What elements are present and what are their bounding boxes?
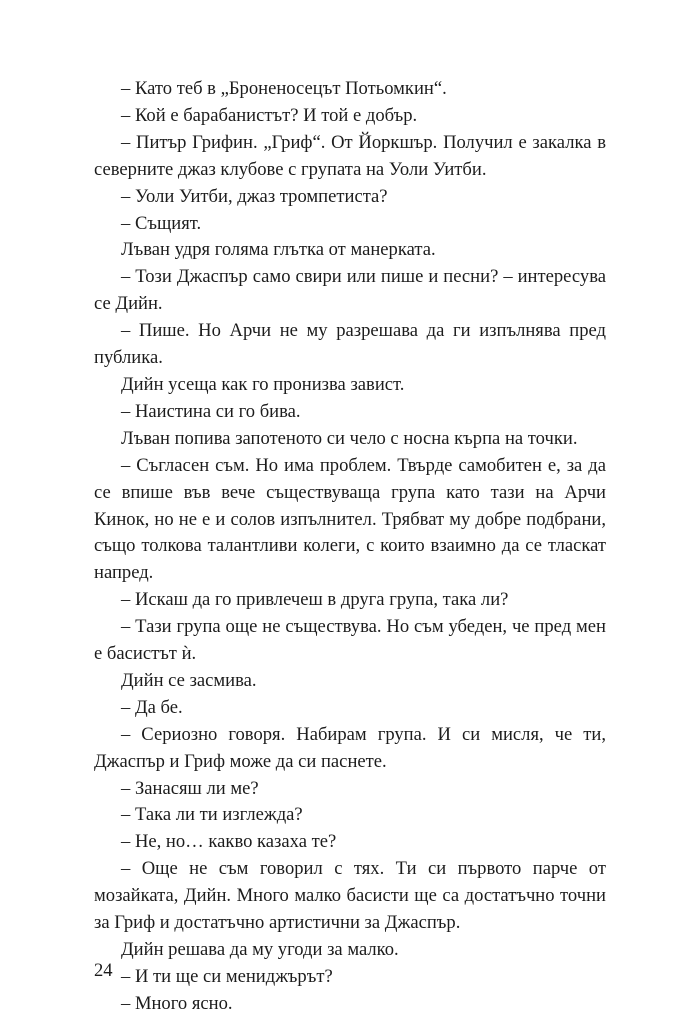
paragraph: – Сериозно говоря. Набирам група. И си мисля, че ти, Джаспър и Гриф може да си паснете.: [94, 723, 606, 772]
paragraph: Дийн усеща как го пронизва завист.: [121, 373, 405, 395]
paragraph: – Пише. Но Арчи не му разрешава да ги изпълнява пред публика.: [94, 320, 606, 369]
paragraph: – Този Джаспър само свири или пише и песни? – интересува се Дийн.: [94, 266, 606, 315]
paragraph: Дийн се засмива.: [121, 669, 257, 691]
paragraph: – Така ли ти изглежда?: [121, 804, 303, 826]
paragraph: – И ти ще си мениджърът?: [121, 965, 333, 987]
paragraph: Дийн решава да му угоди за малко.: [121, 939, 399, 960]
paragraph: – Питър Грифин. „Гриф“. От Йоркшър. Получил е закалка в северните джаз клубове с групата на Уоли Уитби.: [94, 131, 606, 180]
page-number: 24: [94, 960, 113, 981]
body-text: [94, 76, 606, 1018]
paragraph: – Същият.: [121, 212, 202, 234]
paragraph: – Съгласен съм. Но има проблем. Твърде самобитен е, за да се впише във вече съществуваща група като тази на Арчи Кинок, но не е и солов изпълнител. Трябват му добре подбрани, също толкова талантливи колеги, с които взаимно да се тласкат напред.: [94, 454, 606, 584]
paragraph: Лъван удря голяма глътка от манерката.: [121, 239, 436, 261]
paragraph: – Не, но… какво казаха те?: [121, 831, 337, 853]
paragraph: – Още не съм говорил с тях. Ти си първото парче от мозайката, Дийн. Много малко басисти ще са достатъчно точни за Гриф и достатъчно артистични за Джаспър.: [94, 858, 606, 934]
paragraph: – Искаш да го привлечеш в друга група, така ли?: [121, 589, 509, 611]
paragraph: – Като теб в „Броненосецът Потьомкин“.: [121, 78, 447, 99]
paragraph: – Занасяш ли ме?: [121, 777, 259, 799]
paragraph: Лъван попива запотеното си чело с носна кърпа на точки.: [121, 427, 578, 449]
paragraph: – Кой е барабанистът? И той е добър.: [121, 104, 418, 126]
paragraph: – Наистина си го бива.: [121, 400, 301, 422]
paragraph: – Тази група още не съществува. Но съм убеден, че пред мен е басистът ѝ.: [94, 616, 606, 665]
paragraph: – Уоли Уитби, джаз тромпетиста?: [121, 185, 388, 207]
paragraph: – Да бе.: [121, 696, 183, 718]
paragraph: – Много ясно.: [121, 992, 233, 1014]
